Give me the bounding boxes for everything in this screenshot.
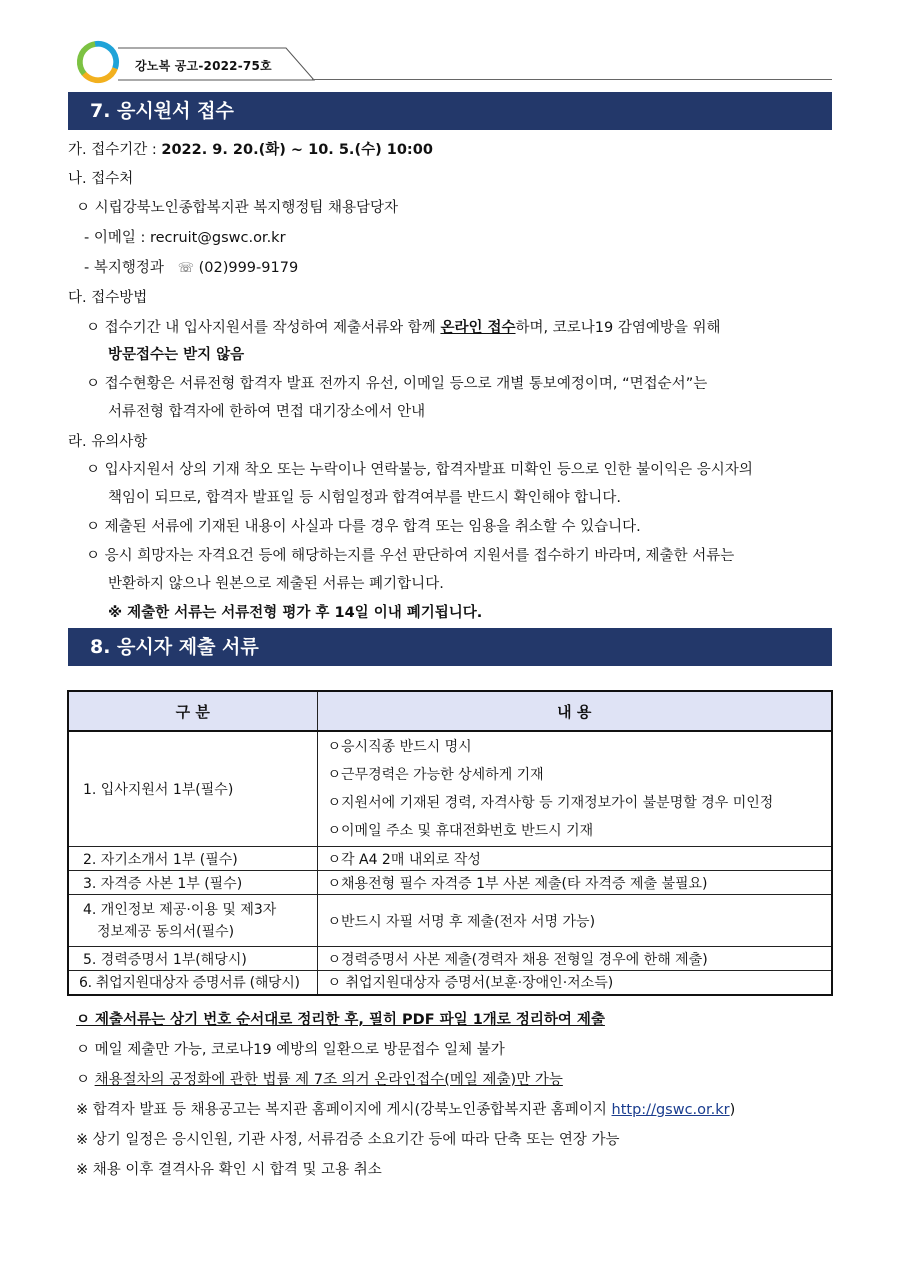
receipt-place-label: 나. 접수처 xyxy=(68,171,134,187)
notes-label: 라. 유의사항 xyxy=(68,434,148,450)
row-1-item-3: ㅇ지원서에 기재된 경력, 자격사항 등 기재정보가이 불분명할 경우 미인정 xyxy=(327,795,774,811)
after-note-5: ※ 상기 일정은 응시인원, 기관 사정, 서류검증 소요기간 등에 따라 단축 또는 연장 가능 xyxy=(76,1132,620,1148)
row-5-category: 5. 경력증명서 1부(해당시) xyxy=(68,947,317,971)
method-2-line-1: ㅇ 접수현황은 서류전형 합격자 발표 전까지 유선, 이메일 등으로 개별 통보예정이며, “면접순서”는 xyxy=(86,376,708,392)
method-label: 다. 접수방법 xyxy=(68,290,148,306)
after-note-1: ㅇ 제출서류는 상기 번호 순서대로 정리한 후, 필히 PDF 파일 1개로 정리하여 제출 xyxy=(76,1012,605,1028)
after-note-4-end: ) xyxy=(729,1102,736,1118)
organization-logo-icon xyxy=(76,40,120,84)
row-5-content: ㅇ경력증명서 사본 제출(경력자 채용 전형일 경우에 한해 제출) xyxy=(317,947,832,971)
method-1-text-end: 하며, 코로나19 감염예방을 위해 xyxy=(515,320,721,336)
after-note-3-text: 채용절차의 공정화에 관한 법률 제 7조 의거 온라인접수(메일 제출)만 가능 xyxy=(94,1072,563,1088)
table-header-row xyxy=(68,691,832,731)
row-1-category: 1. 입사지원서 1부(필수) xyxy=(68,731,317,847)
note-4: ※ 제출한 서류는 서류전형 평가 후 14일 이내 폐기됩니다. xyxy=(108,605,483,621)
receipt-email: - 이메일 : recruit@gswc.or.kr xyxy=(84,230,286,246)
row-4-category-line-1: 4. 개인정보 제공·이용 및 제3자 xyxy=(83,901,277,918)
row-1-item-2: ㅇ근무경력은 가능한 상세하게 기재 xyxy=(327,767,544,783)
row-1-content xyxy=(317,731,832,847)
note-2: ㅇ 제출된 서류에 기재된 내용이 사실과 다를 경우 합격 또는 임용을 취소할 수 있습니다. xyxy=(86,519,641,535)
header-rule xyxy=(312,79,832,80)
note-1-line-1: ㅇ 입사지원서 상의 기재 착오 또는 누락이나 연락불능, 합격자발표 미확인 등으로 인한 불이익은 응시자의 xyxy=(86,462,753,478)
row-4-category xyxy=(68,895,317,947)
section-8-title: 8. 응시자 제출 서류 xyxy=(68,628,832,666)
row-6-category: 6. 취업지원대상자 증명서류 (해당시) xyxy=(68,971,317,995)
after-note-3 xyxy=(76,1068,563,1089)
receipt-phone-label: - 복지행정과 xyxy=(84,260,164,276)
row-1-item-1: ㅇ응시직종 반드시 명시 xyxy=(327,739,472,755)
submission-table xyxy=(67,690,833,996)
receipt-phone xyxy=(84,256,298,277)
receipt-period-value: 2022. 9. 20.(화) ~ 10. 5.(수) 10:00 xyxy=(161,142,433,158)
row-6-content: ㅇ 취업지원대상자 증명서(보훈·장애인·저소득) xyxy=(317,971,832,995)
doc-code: 강노복 공고-2022-75호 xyxy=(135,59,272,73)
receipt-phone-value: (02)999-9179 xyxy=(198,260,299,276)
table-row xyxy=(68,971,832,995)
after-note-4 xyxy=(76,1098,735,1119)
table-row xyxy=(68,895,832,947)
after-note-3-bullet: ㅇ xyxy=(76,1072,95,1088)
note-3-line-1: ㅇ 응시 희망자는 자격요건 등에 해당하는지를 우선 판단하여 지원서를 접수하기 바라며, 제출한 서류는 xyxy=(86,548,735,564)
row-4-content: ㅇ반드시 자필 서명 후 제출(전자 서명 가능) xyxy=(317,895,832,947)
row-2-content: ㅇ각 A4 2매 내외로 작성 xyxy=(317,847,832,871)
note-1-line-2: 책임이 되므로, 합격자 발표일 등 시험일정과 합격여부를 반드시 확인해야 합니다. xyxy=(108,490,621,506)
row-2-category: 2. 자기소개서 1부 (필수) xyxy=(68,847,317,871)
method-1-online: 온라인 접수 xyxy=(440,320,516,336)
method-2-line-2: 서류전형 합격자에 한하여 면접 대기장소에서 안내 xyxy=(108,404,426,420)
telephone-icon: ☏ xyxy=(177,261,194,276)
method-1 xyxy=(86,316,721,337)
table-row xyxy=(68,871,832,895)
table-row xyxy=(68,947,832,971)
after-note-2: ㅇ 메일 제출만 가능, 코로나19 예방의 일환으로 방문접수 일체 불가 xyxy=(76,1042,505,1058)
row-4-category-line-2: 정보제공 동의서(필수) xyxy=(97,923,235,940)
receipt-period xyxy=(68,138,433,159)
note-3-line-2: 반환하지 않으나 원본으로 제출된 서류는 폐기합니다. xyxy=(108,576,444,592)
homepage-link[interactable]: http://gswc.or.kr xyxy=(611,1102,730,1118)
row-3-content: ㅇ채용전형 필수 자격증 1부 사본 제출(타 자격증 제출 불필요) xyxy=(317,871,832,895)
row-1-item-4: ㅇ이메일 주소 및 휴대전화번호 반드시 기재 xyxy=(327,823,594,839)
after-note-6: ※ 채용 이후 결격사유 확인 시 합격 및 고용 취소 xyxy=(76,1162,382,1178)
receipt-place-org: ㅇ 시립강북노인종합복지관 복지행정팀 채용담당자 xyxy=(76,200,398,216)
receipt-period-label: 가. 접수기간 : xyxy=(68,142,162,158)
row-3-category: 3. 자격증 사본 1부 (필수) xyxy=(68,871,317,895)
method-1-text: ㅇ 접수기간 내 입사지원서를 작성하여 제출서류와 함께 xyxy=(86,320,441,336)
section-7-title: 7. 응시원서 접수 xyxy=(68,92,832,130)
after-note-4-text: ※ 합격자 발표 등 채용공고는 복지관 홈페이지에 게시(강북노인종합복지관 홈페이지 xyxy=(76,1102,612,1118)
table-header-category: 구 분 xyxy=(68,691,317,731)
table-row xyxy=(68,731,832,847)
table-header-content: 내 용 xyxy=(317,691,832,731)
method-1-no-visit: 방문접수는 받지 않음 xyxy=(108,347,245,363)
table-row xyxy=(68,847,832,871)
